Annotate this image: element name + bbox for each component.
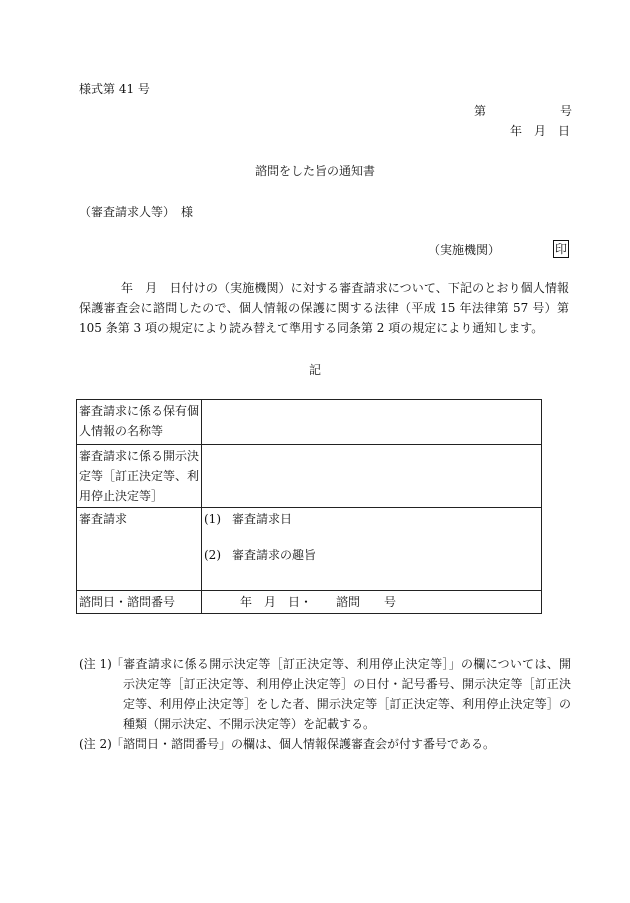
ki-heading: 記 (308, 363, 321, 377)
note-label: (注 1) (79, 657, 112, 671)
document-date: 年 月 日 (510, 124, 571, 138)
row-label: 審査請求 (77, 508, 202, 591)
request-item (204, 509, 539, 529)
table-row (77, 508, 542, 591)
table-row (77, 445, 542, 508)
document-number (474, 104, 573, 118)
info-table (76, 399, 542, 614)
addressee: （審査請求人等） 様 (79, 205, 194, 219)
seal-mark: 印 (554, 242, 567, 256)
note-label: (注 2) (79, 737, 112, 751)
row-value: 年 月 日・ 諮問 号 (202, 591, 542, 614)
note-item (79, 734, 571, 754)
item-text: 審査請求の趣旨 (232, 548, 317, 562)
row-value (202, 508, 542, 591)
row-label: 審査請求に係る保有個人情報の名称等 (77, 400, 202, 445)
note-text: 「諮問日・諮問番号」の欄は、個人情報保護審査会が付す番号である。 (111, 737, 496, 751)
item-number: (1) (204, 512, 221, 526)
row-label: 審査請求に係る開示決定等［訂正決定等、利用停止決定等］ (77, 445, 202, 508)
page-title: 諮問をした旨の通知書 (254, 164, 375, 178)
row-label: 諮問日・諮問番号 (77, 591, 202, 614)
item-text: 審査請求日 (232, 512, 293, 526)
note-text: 「審査請求に係る開示決定等［訂正決定等、利用停止決定等］」の欄については、開示決定等［訂正決定等、利用停止決定等］の日付・記号番号、開示決定等［訂正決定等、利用停止決定等］をした者、開示決定等［訂正決定等、利用停止決定等］の種類（開示決定、不開示決定等）を記載する。 (111, 657, 571, 731)
item-number: (2) (204, 548, 221, 562)
document-number-suffix: 号 (560, 104, 573, 118)
form-number: 様式第 41 号 (79, 82, 150, 96)
request-item (204, 545, 539, 565)
note-item (79, 654, 571, 734)
document-number-prefix: 第 (474, 104, 487, 118)
table-row (77, 400, 542, 445)
row-value (202, 400, 542, 445)
sender: （実施機関） (428, 243, 501, 257)
table-row (77, 591, 542, 614)
row-value (202, 445, 542, 508)
notes (79, 654, 571, 754)
body-text: 年 月 日付けの（実施機関）に対する審査請求について、下記のとおり個人情報保護審査会に諮問したので、個人情報の保護に関する法律（平成 15 年法律第 57 号）第 105 条第 3 項の規定により読み替えて準用する同条第 2 項の規定により通知します。 (79, 281, 569, 335)
